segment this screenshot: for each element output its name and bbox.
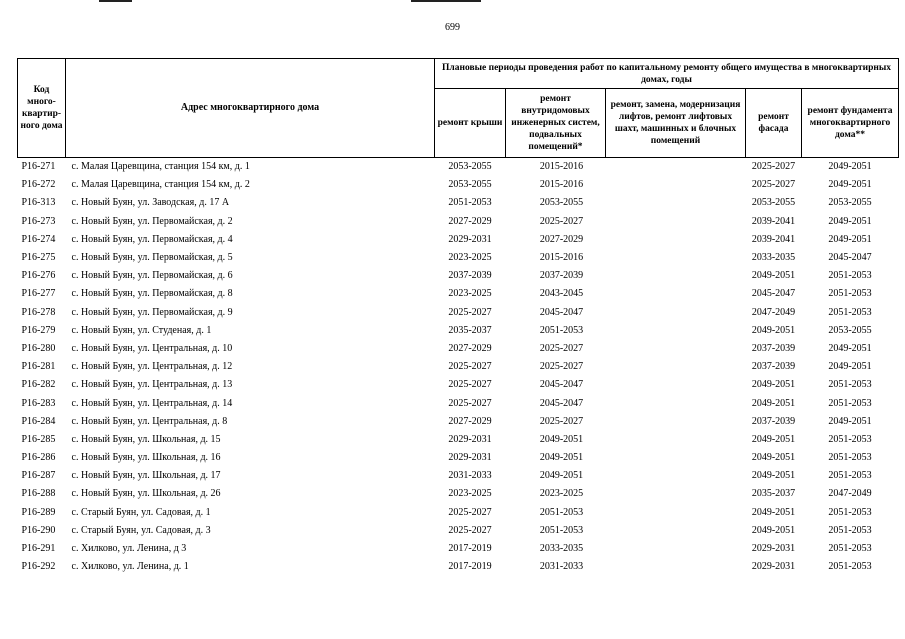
cell-address: с. Новый Буян, ул. Центральная, д. 8 bbox=[71, 415, 228, 427]
cell-facade: 2049-2051 bbox=[751, 470, 796, 482]
table-row bbox=[18, 540, 899, 558]
cell-elevators bbox=[606, 376, 746, 394]
cell-elevators bbox=[606, 340, 746, 358]
cell-foundation: 2049-2051 bbox=[828, 233, 872, 245]
cell-foundation: 2051-2053 bbox=[828, 452, 872, 464]
cell-facade: 2029-2031 bbox=[751, 543, 796, 555]
cell-elevators bbox=[606, 558, 746, 576]
cell-facade: 2049-2051 bbox=[751, 524, 796, 536]
cell-address: с. Новый Буян, ул. Школьная, д. 26 bbox=[71, 488, 221, 500]
table-row bbox=[18, 467, 899, 485]
table-row bbox=[18, 413, 899, 431]
cell-systems: 2033-2035 bbox=[539, 543, 584, 555]
cell-roof: 2025-2027 bbox=[448, 506, 492, 518]
cell-systems: 2051-2053 bbox=[539, 324, 584, 336]
cell-foundation: 2049-2051 bbox=[828, 361, 872, 373]
cell-foundation: 2051-2053 bbox=[828, 524, 872, 536]
cell-foundation: 2051-2053 bbox=[828, 270, 872, 282]
cell-roof: 2027-2029 bbox=[448, 215, 492, 227]
cell-address: с. Новый Буян, ул. Школьная, д. 15 bbox=[71, 433, 221, 445]
cell-systems: 2053-2055 bbox=[539, 197, 584, 209]
cell-facade: 2049-2051 bbox=[751, 433, 796, 445]
cell-foundation: 2053-2055 bbox=[828, 197, 872, 209]
cell-address: с. Новый Буян, ул. Центральная, д. 12 bbox=[71, 361, 233, 373]
cell-facade: 2025-2027 bbox=[751, 179, 796, 191]
header-roof: ремонт крыши bbox=[435, 89, 506, 158]
cell-code: P16-277 bbox=[21, 288, 56, 300]
cell-systems: 2015-2016 bbox=[539, 252, 584, 264]
cell-address: с. Новый Буян, ул. Заводская, д. 17 А bbox=[71, 197, 230, 209]
cell-systems: 2031-2033 bbox=[539, 561, 584, 573]
cell-facade: 2047-2049 bbox=[751, 306, 796, 318]
table-row bbox=[18, 376, 899, 394]
capital-repair-schedule-table bbox=[17, 58, 899, 576]
cell-foundation: 2051-2053 bbox=[828, 306, 872, 318]
cell-foundation: 2049-2051 bbox=[828, 215, 872, 227]
table-row bbox=[18, 394, 899, 412]
cell-systems: 2051-2053 bbox=[539, 506, 584, 518]
cell-code: P16-291 bbox=[21, 543, 56, 555]
cell-code: P16-287 bbox=[21, 470, 56, 482]
cell-elevators bbox=[606, 158, 746, 177]
cell-foundation: 2047-2049 bbox=[828, 488, 872, 500]
table-row bbox=[18, 449, 899, 467]
header-facade: ремонт фасада bbox=[746, 89, 802, 158]
cell-elevators bbox=[606, 504, 746, 522]
cell-elevators bbox=[606, 358, 746, 376]
table-row bbox=[18, 158, 899, 177]
table-row bbox=[18, 322, 899, 340]
cell-roof: 2029-2031 bbox=[448, 233, 492, 245]
cell-facade: 2053-2055 bbox=[751, 197, 796, 209]
table-row bbox=[18, 213, 899, 231]
cell-facade: 2039-2041 bbox=[751, 233, 796, 245]
cell-facade: 2037-2039 bbox=[751, 361, 796, 373]
table-row bbox=[18, 504, 899, 522]
cell-roof: 2053-2055 bbox=[435, 158, 506, 177]
cell-facade: 2049-2051 bbox=[751, 506, 796, 518]
cell-address: с. Старый Буян, ул. Садовая, д. 1 bbox=[71, 506, 211, 518]
table-row bbox=[18, 176, 899, 194]
cell-code: P16-285 bbox=[21, 433, 56, 445]
scan-top-line-left bbox=[99, 0, 132, 2]
cell-systems: 2037-2039 bbox=[539, 270, 584, 282]
header-periods: Плановые периоды проведения работ по капитальному ремонту общего имущества в многоквартирных домах, годы bbox=[435, 59, 899, 89]
cell-code: P16-273 bbox=[21, 215, 56, 227]
cell-facade: 2037-2039 bbox=[751, 342, 796, 354]
cell-foundation: 2051-2053 bbox=[828, 561, 872, 573]
table-row bbox=[18, 485, 899, 503]
cell-address: с. Малая Царевщина, станция 154 км, д. 1 bbox=[66, 158, 435, 177]
cell-address: с. Новый Буян, ул. Первомайская, д. 6 bbox=[71, 270, 233, 282]
cell-facade: 2025-2027 bbox=[746, 158, 802, 177]
cell-foundation: 2049-2051 bbox=[828, 342, 872, 354]
cell-systems: 2025-2027 bbox=[539, 215, 584, 227]
cell-code: P16-284 bbox=[21, 415, 56, 427]
cell-code: P16-286 bbox=[21, 452, 56, 464]
cell-roof: 2023-2025 bbox=[448, 288, 492, 300]
table-row bbox=[18, 558, 899, 576]
table-row bbox=[18, 285, 899, 303]
cell-systems: 2049-2051 bbox=[539, 470, 584, 482]
cell-systems: 2043-2045 bbox=[539, 288, 584, 300]
cell-elevators bbox=[606, 304, 746, 322]
cell-address: с. Новый Буян, ул. Центральная, д. 10 bbox=[71, 342, 233, 354]
cell-address: с. Новый Буян, ул. Первомайская, д. 9 bbox=[71, 306, 233, 318]
table-row bbox=[18, 267, 899, 285]
cell-address: с. Малая Царевщина, станция 154 км, д. 2 bbox=[71, 179, 250, 191]
header-address: Адрес многоквартирного дома bbox=[66, 59, 435, 158]
cell-facade: 2037-2039 bbox=[751, 415, 796, 427]
cell-address: с. Новый Буян, ул. Первомайская, д. 2 bbox=[71, 215, 233, 227]
cell-facade: 2029-2031 bbox=[751, 561, 796, 573]
table-row bbox=[18, 522, 899, 540]
cell-code: P16-272 bbox=[21, 179, 56, 191]
cell-systems: 2015-2016 bbox=[539, 179, 584, 191]
cell-elevators bbox=[606, 449, 746, 467]
page-number: 699 bbox=[445, 22, 460, 33]
header-systems: ремонт внутридомовых инженерных систем, подвальных помещений* bbox=[506, 89, 606, 158]
header-foundation: ремонт фундамента многоквартирного дома** bbox=[802, 89, 899, 158]
cell-foundation: 2049-2051 bbox=[828, 179, 872, 191]
cell-address: с. Новый Буян, ул. Студеная, д. 1 bbox=[71, 324, 212, 336]
cell-roof: 2029-2031 bbox=[448, 433, 492, 445]
cell-code: P16-290 bbox=[21, 524, 56, 536]
cell-code: P16-276 bbox=[21, 270, 56, 282]
cell-roof: 2035-2037 bbox=[448, 324, 492, 336]
table-row bbox=[18, 340, 899, 358]
cell-code: P16-282 bbox=[21, 379, 56, 391]
cell-code: P16-280 bbox=[21, 342, 56, 354]
cell-systems: 2045-2047 bbox=[539, 379, 584, 391]
cell-code: P16-283 bbox=[21, 397, 56, 409]
cell-facade: 2049-2051 bbox=[751, 379, 796, 391]
cell-elevators bbox=[606, 485, 746, 503]
cell-facade: 2049-2051 bbox=[751, 452, 796, 464]
cell-systems: 2023-2025 bbox=[539, 488, 584, 500]
cell-foundation: 2051-2053 bbox=[828, 470, 872, 482]
cell-foundation: 2051-2053 bbox=[828, 379, 872, 391]
cell-elevators bbox=[606, 249, 746, 267]
cell-address: с. Хилково, ул. Ленина, д 3 bbox=[71, 543, 187, 555]
cell-elevators bbox=[606, 213, 746, 231]
cell-address: с. Новый Буян, ул. Первомайская, д. 8 bbox=[71, 288, 233, 300]
cell-roof: 2029-2031 bbox=[448, 452, 492, 464]
cell-systems: 2025-2027 bbox=[539, 361, 584, 373]
cell-facade: 2033-2035 bbox=[751, 252, 796, 264]
cell-elevators bbox=[606, 540, 746, 558]
cell-systems: 2025-2027 bbox=[539, 342, 584, 354]
cell-foundation: 2051-2053 bbox=[828, 543, 872, 555]
cell-address: с. Новый Буян, ул. Первомайская, д. 4 bbox=[71, 233, 233, 245]
cell-address: с. Новый Буян, ул. Школьная, д. 17 bbox=[71, 470, 221, 482]
cell-systems: 2049-2051 bbox=[539, 433, 584, 445]
cell-elevators bbox=[606, 431, 746, 449]
cell-address: с. Старый Буян, ул. Садовая, д. 3 bbox=[71, 524, 211, 536]
cell-facade: 2049-2051 bbox=[751, 270, 796, 282]
cell-roof: 2023-2025 bbox=[448, 252, 492, 264]
cell-roof: 2025-2027 bbox=[448, 379, 492, 391]
table-row bbox=[18, 231, 899, 249]
cell-systems: 2025-2027 bbox=[539, 415, 584, 427]
cell-roof: 2027-2029 bbox=[448, 342, 492, 354]
cell-code: P16-292 bbox=[21, 561, 56, 573]
cell-code: P16-275 bbox=[21, 252, 56, 264]
cell-code: P16-313 bbox=[21, 197, 56, 209]
header-elevators: ремонт, замена, модернизация лифтов, ремонт лифтовых шахт, машинных и блочных помещений bbox=[606, 89, 746, 158]
cell-code: P16-274 bbox=[21, 233, 56, 245]
cell-elevators bbox=[606, 231, 746, 249]
cell-code: P16-288 bbox=[21, 488, 56, 500]
cell-roof: 2051-2053 bbox=[448, 197, 492, 209]
cell-facade: 2049-2051 bbox=[751, 397, 796, 409]
cell-code: P16-278 bbox=[21, 306, 56, 318]
cell-facade: 2049-2051 bbox=[751, 324, 796, 336]
cell-foundation: 2049-2051 bbox=[802, 158, 899, 177]
cell-systems: 2045-2047 bbox=[539, 397, 584, 409]
cell-roof: 2027-2029 bbox=[448, 415, 492, 427]
cell-roof: 2025-2027 bbox=[448, 524, 492, 536]
cell-roof: 2017-2019 bbox=[448, 543, 492, 555]
cell-address: с. Новый Буян, ул. Центральная, д. 13 bbox=[71, 379, 233, 391]
cell-facade: 2039-2041 bbox=[751, 215, 796, 227]
cell-code: P16-289 bbox=[21, 506, 56, 518]
table-row bbox=[18, 194, 899, 212]
table-row bbox=[18, 358, 899, 376]
table-body bbox=[18, 158, 899, 577]
cell-address: с. Новый Буян, ул. Первомайская, д. 5 bbox=[71, 252, 233, 264]
cell-code: P16-271 bbox=[18, 158, 66, 177]
cell-roof: 2025-2027 bbox=[448, 306, 492, 318]
cell-elevators bbox=[606, 467, 746, 485]
cell-roof: 2031-2033 bbox=[448, 470, 492, 482]
cell-address: с. Новый Буян, ул. Центральная, д. 14 bbox=[71, 397, 233, 409]
header-code: Код много-квартир-ного дома bbox=[18, 59, 66, 158]
cell-elevators bbox=[606, 322, 746, 340]
cell-foundation: 2049-2051 bbox=[828, 415, 872, 427]
cell-elevators bbox=[606, 267, 746, 285]
table-row bbox=[18, 304, 899, 322]
cell-roof: 2025-2027 bbox=[448, 397, 492, 409]
cell-systems: 2049-2051 bbox=[539, 452, 584, 464]
cell-foundation: 2051-2053 bbox=[828, 397, 872, 409]
cell-elevators bbox=[606, 194, 746, 212]
cell-elevators bbox=[606, 413, 746, 431]
cell-systems: 2045-2047 bbox=[539, 306, 584, 318]
cell-foundation: 2051-2053 bbox=[828, 433, 872, 445]
cell-roof: 2017-2019 bbox=[448, 561, 492, 573]
cell-elevators bbox=[606, 394, 746, 412]
cell-foundation: 2053-2055 bbox=[828, 324, 872, 336]
table-row bbox=[18, 249, 899, 267]
cell-roof: 2037-2039 bbox=[448, 270, 492, 282]
scan-top-line-right bbox=[411, 0, 481, 2]
cell-code: P16-281 bbox=[21, 361, 56, 373]
cell-facade: 2035-2037 bbox=[751, 488, 796, 500]
cell-systems: 2027-2029 bbox=[539, 233, 584, 245]
cell-facade: 2045-2047 bbox=[751, 288, 796, 300]
cell-code: P16-279 bbox=[21, 324, 56, 336]
table-row bbox=[18, 431, 899, 449]
cell-roof: 2025-2027 bbox=[448, 361, 492, 373]
cell-foundation: 2045-2047 bbox=[828, 252, 872, 264]
cell-systems: 2015-2016 bbox=[506, 158, 606, 177]
cell-roof: 2053-2055 bbox=[448, 179, 492, 191]
cell-foundation: 2051-2053 bbox=[828, 288, 872, 300]
cell-roof: 2023-2025 bbox=[448, 488, 492, 500]
cell-elevators bbox=[606, 285, 746, 303]
cell-address: с. Хилково, ул. Ленина, д. 1 bbox=[71, 561, 189, 573]
cell-address: с. Новый Буян, ул. Школьная, д. 16 bbox=[71, 452, 221, 464]
cell-foundation: 2051-2053 bbox=[828, 506, 872, 518]
cell-systems: 2051-2053 bbox=[539, 524, 584, 536]
cell-elevators bbox=[606, 176, 746, 194]
cell-elevators bbox=[606, 522, 746, 540]
